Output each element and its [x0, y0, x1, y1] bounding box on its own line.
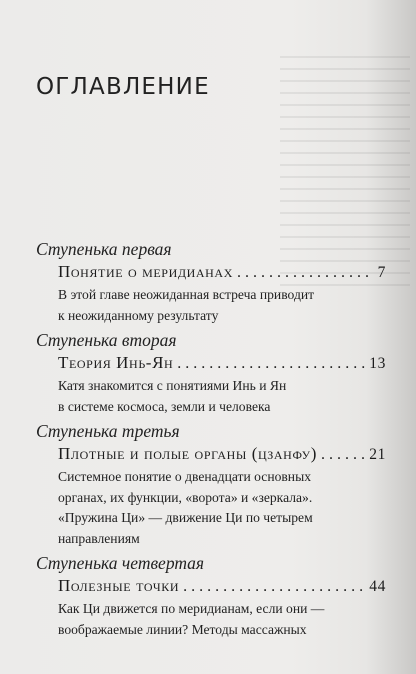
section-part-label: Ступенька третья: [36, 421, 180, 441]
description-line: Катя знакомится с понятиями Инь и Ян: [58, 378, 287, 393]
entry-page-number: 44: [369, 578, 386, 595]
entry-page-number: 13: [369, 355, 386, 372]
toc-section: [36, 238, 386, 326]
entry-title: Плотные и полые органы (цзанфу): [58, 444, 317, 463]
description-line: Как Ци движется по меридианам, если они —: [58, 601, 325, 616]
entry-description: [58, 467, 386, 549]
entry-title: Понятие о меридианах: [58, 262, 233, 281]
entry-title: Полезные точки: [58, 576, 180, 595]
toc-section: [36, 329, 386, 417]
section-part-label: Ступенька четвертая: [36, 553, 205, 573]
entry-title: Теория Инь-Ян: [58, 353, 174, 372]
page-title: ОГЛАВЛЕНИЕ: [36, 74, 210, 100]
table-of-contents: [36, 238, 386, 643]
description-line: в системе космоса, земли и человека: [58, 398, 271, 414]
description-line: органах, их функции, «ворота» и «зеркала».: [58, 489, 313, 505]
section-part-label: Ступенька первая: [36, 239, 172, 259]
entry-page-number: 7: [377, 264, 386, 281]
toc-entry[interactable]: [58, 444, 386, 465]
entry-description: [58, 376, 386, 417]
leader-dots: [321, 445, 365, 465]
entry-page-number: 21: [369, 446, 386, 463]
description-line: направлениям: [58, 530, 140, 546]
toc-entry[interactable]: [58, 353, 386, 374]
description-line: В этой главе неожиданная встреча приводит: [58, 287, 315, 302]
description-line: «Пружина Ци» — движение Ци по четырем: [58, 510, 313, 525]
leader-dots: [177, 354, 365, 374]
toc-entry[interactable]: [58, 576, 386, 597]
section-part-label: Ступенька вторая: [36, 330, 177, 350]
entry-description: [58, 285, 386, 326]
leader-dots: [183, 577, 365, 597]
description-line: к неожиданному результату: [58, 307, 219, 323]
toc-entry[interactable]: [58, 262, 386, 283]
description-line: воображаемые линии? Методы массажных: [58, 621, 307, 637]
leader-dots: [237, 263, 374, 283]
description-line: Системное понятие о двенадцати основных: [58, 469, 312, 484]
entry-description: [58, 599, 386, 640]
toc-section: [36, 552, 386, 640]
toc-section: [36, 420, 386, 549]
